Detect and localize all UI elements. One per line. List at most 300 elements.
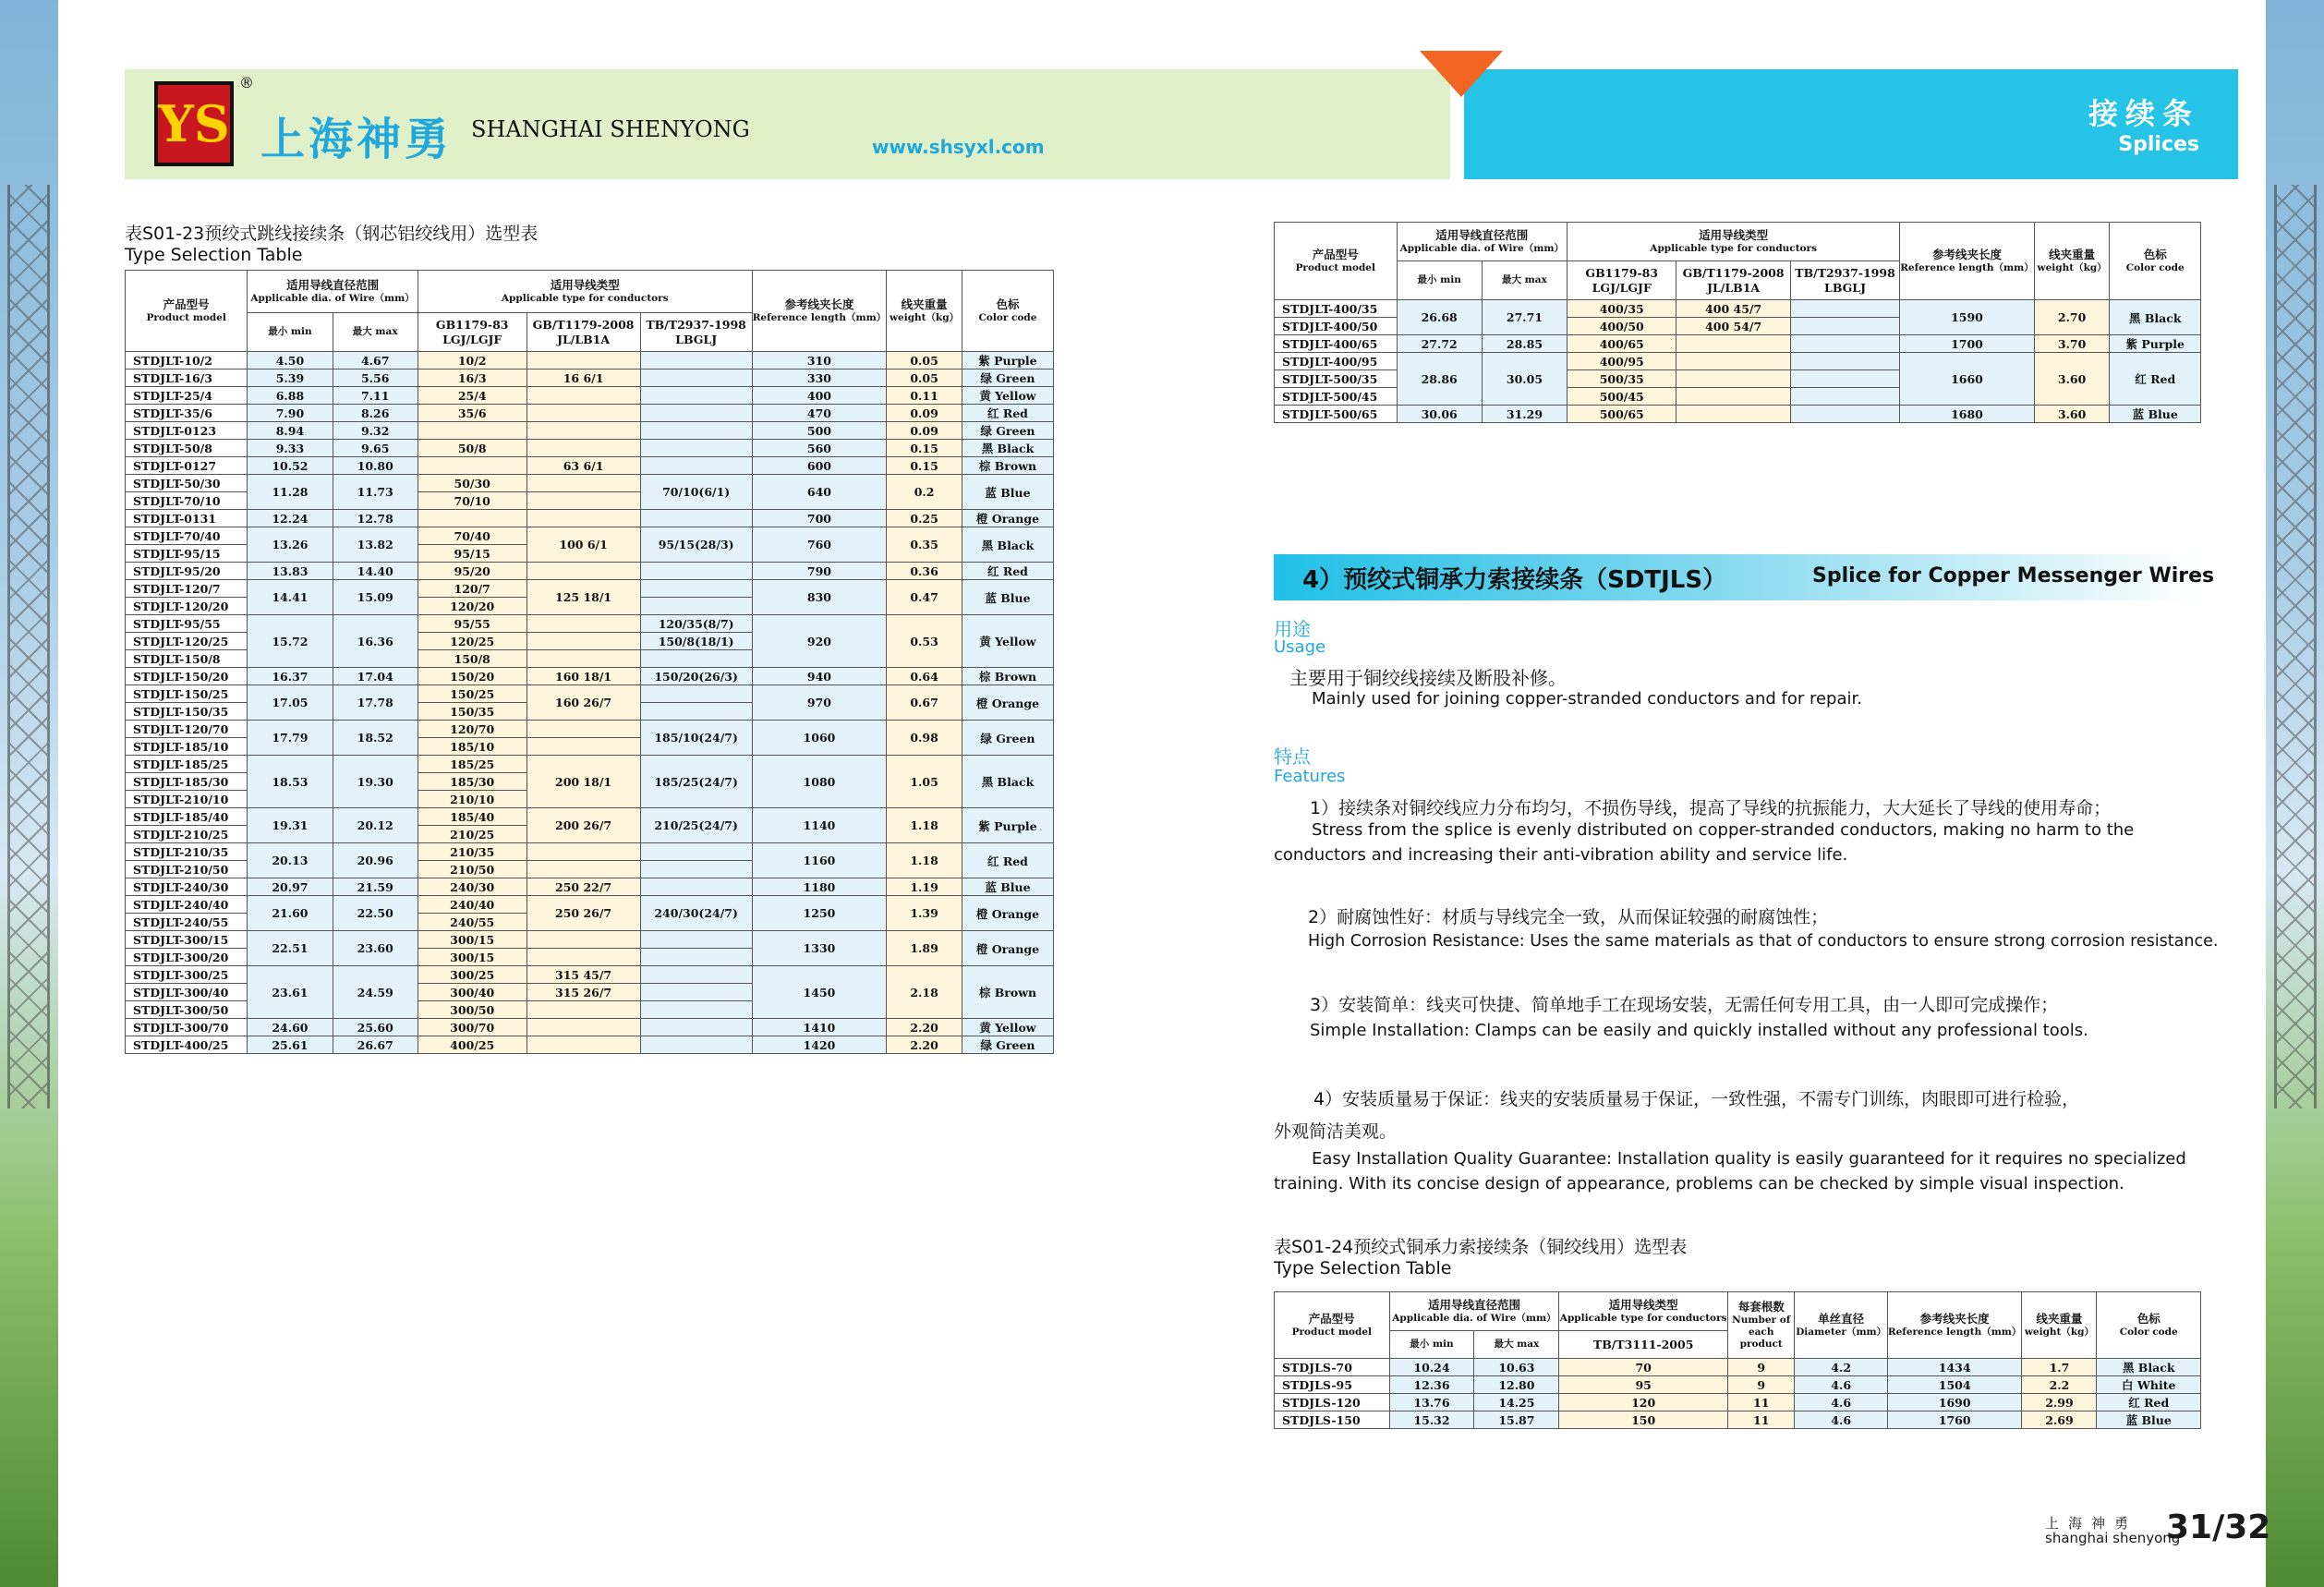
table-cell [1790, 370, 1899, 388]
table-cell [640, 949, 752, 966]
table-cell: 400 45/7 [1676, 300, 1791, 318]
table-cell: 10.24 [1389, 1359, 1474, 1376]
table-cell [640, 563, 752, 580]
table-row [126, 580, 1054, 598]
table-cell: 70 [1559, 1359, 1728, 1376]
table-cell: 蓝 Blue [962, 878, 1053, 896]
table-cell: 95/20 [418, 563, 527, 580]
table-cell: 棕 Brown [962, 668, 1053, 685]
table-cell: 0.09 [887, 405, 962, 422]
table-cell: STDJLT-120/25 [126, 633, 248, 650]
table-cell [527, 949, 640, 966]
table-cell: 970 [752, 685, 887, 721]
registered-mark: ® [239, 74, 254, 91]
table-cell: STDJLT-210/10 [126, 791, 248, 808]
table-cell [1676, 353, 1791, 370]
table-cell: 125 18/1 [527, 580, 640, 615]
table-cell: 8.26 [333, 405, 418, 422]
table-cell: STDJLT-210/25 [126, 826, 248, 843]
table-cell [527, 843, 640, 861]
table-cell: 11 [1727, 1411, 1795, 1429]
table-cell: 0.15 [887, 457, 962, 475]
table-cell [640, 1036, 752, 1054]
table-cell: 1.18 [887, 808, 962, 843]
col-std3: TB/T2937-1998 LBGLJ [640, 313, 752, 352]
table-cell: 1.19 [887, 878, 962, 896]
table-cell: 300/70 [418, 1019, 527, 1036]
table-cell [1676, 370, 1791, 388]
table-cell [640, 1019, 752, 1036]
table-cell: 1660 [1900, 353, 2035, 406]
table-cell: 2.69 [2022, 1411, 2097, 1429]
table-cell: 4.6 [1795, 1394, 1887, 1411]
table-cell: 17.05 [248, 685, 333, 721]
table-cell: 9.32 [333, 422, 418, 440]
table-cell [527, 1036, 640, 1054]
table-cell: 315 26/7 [527, 984, 640, 1001]
table-row [1275, 353, 2201, 370]
table-cell: 棕 Brown [962, 966, 1053, 1019]
table-cell: 7.11 [333, 387, 418, 405]
table-cell: STDJLT-150/20 [126, 668, 248, 685]
table-cell: 160 26/7 [527, 685, 640, 721]
table-cell: 30.05 [1482, 353, 1567, 406]
feature3-en: Simple Installation: Clamps can be easily and quickly installed without any professional tools. [1310, 1021, 2088, 1040]
table-cell: 310 [752, 352, 887, 369]
brand-logo: YS [154, 81, 234, 166]
table-cell [418, 422, 527, 440]
table-cell: 200 26/7 [527, 808, 640, 843]
table-row [126, 510, 1054, 527]
table-cell [527, 650, 640, 668]
table-cell: STDJLT-0123 [126, 422, 248, 440]
table3-caption-en: Type Selection Table [1274, 1258, 1452, 1278]
table-cell: 14.40 [333, 563, 418, 580]
table-cell [527, 633, 640, 650]
table-cell: 2.20 [887, 1036, 962, 1054]
table-cell: 500 [752, 422, 887, 440]
table-cell: 4.2 [1795, 1359, 1887, 1376]
table-cell: 400/25 [418, 1036, 527, 1054]
table-cell [640, 861, 752, 878]
table-cell: 600 [752, 457, 887, 475]
table-cell: 185/40 [418, 808, 527, 826]
table-row [1275, 1376, 2201, 1394]
table-cell: STDJLT-300/25 [126, 966, 248, 984]
table-cell: STDJLS-150 [1275, 1411, 1390, 1429]
table-cell: 12.36 [1389, 1376, 1474, 1394]
table-cell: STDJLT-185/10 [126, 738, 248, 756]
table-cell: 10.63 [1474, 1359, 1559, 1376]
table-cell [1790, 300, 1899, 318]
table-cell [1790, 353, 1899, 370]
table-cell: 4.50 [248, 352, 333, 369]
table-row [126, 405, 1054, 422]
table-cell: 紫 Purple [962, 352, 1053, 369]
table-cell [418, 510, 527, 527]
table-cell: 120/35(8/7) [640, 615, 752, 633]
table-cell: 1.89 [887, 931, 962, 966]
table-row [1275, 1394, 2201, 1411]
table-cell: 400/95 [1567, 353, 1676, 370]
table1-caption-en: Type Selection Table [125, 245, 303, 265]
table-cell: 2.99 [2022, 1394, 2097, 1411]
table-cell: 3.70 [2034, 335, 2110, 353]
table-cell: 0.15 [887, 440, 962, 457]
col-min: 最小 min [248, 313, 333, 352]
table-cell: 1.18 [887, 843, 962, 878]
table-cell: 95 [1559, 1376, 1728, 1394]
table-cell: 2.20 [887, 1019, 962, 1036]
table-cell [640, 703, 752, 721]
table-cell: 20.12 [333, 808, 418, 843]
table-cell [1790, 335, 1899, 353]
table-cell: 白 White [2097, 1376, 2201, 1394]
table-cell [640, 405, 752, 422]
table-cell: 黄 Yellow [962, 387, 1053, 405]
table-cell: STDJLT-185/40 [126, 808, 248, 826]
table-cell: STDJLT-150/8 [126, 650, 248, 668]
table-row [126, 615, 1054, 633]
table-cell: 绿 Green [962, 369, 1053, 387]
table-cell: 16.36 [333, 615, 418, 668]
table-cell [527, 352, 640, 369]
table-cell: 21.59 [333, 878, 418, 896]
table-cell: 24.59 [333, 966, 418, 1019]
table-cell: 240/55 [418, 914, 527, 931]
table-cell [527, 563, 640, 580]
table-cell: STDJLT-70/40 [126, 527, 248, 545]
table-cell [640, 598, 752, 615]
table-cell: STDJLT-185/30 [126, 773, 248, 791]
table2-body [1275, 300, 2201, 423]
table-cell: 120/20 [418, 598, 527, 615]
table-cell: 25.60 [333, 1019, 418, 1036]
table-cell: 13.76 [1389, 1394, 1474, 1411]
feature2-cn: 2）耐腐蚀性好：材质与导线完全一致，从而保证较强的耐腐蚀性； [1308, 907, 1829, 927]
feature4-en-b: training. With its concise design of appearance, problems can be checked by simple visual inspection. [1274, 1174, 2124, 1193]
table-cell: 160 18/1 [527, 668, 640, 685]
table-cell: 24.60 [248, 1019, 333, 1036]
table-cell: 蓝 Blue [2097, 1411, 2201, 1429]
brand-name-en: SHANGHAI SHENYONG [471, 116, 750, 142]
table-cell: 6.88 [248, 387, 333, 405]
table-cell: 紫 Purple [962, 808, 1053, 843]
table-row [126, 756, 1054, 773]
table-cell: 黑 Black [962, 440, 1053, 457]
table-cell: 25.61 [248, 1036, 333, 1054]
table-cell: 18.52 [333, 721, 418, 756]
table-cell: STDJLT-0131 [126, 510, 248, 527]
table-row [126, 808, 1054, 826]
table-cell: 70/10(6/1) [640, 475, 752, 510]
col-std2: GB/T1179-2008 JL/LB1A [527, 313, 640, 352]
features-heading-en: Features [1274, 767, 1346, 786]
footer-brand-cn: 上海神勇 [2045, 1515, 2138, 1532]
table-cell: 橙 Orange [962, 896, 1053, 931]
table-row [1275, 300, 2201, 318]
table-cell: STDJLT-400/95 [1275, 353, 1398, 370]
table-cell: 橙 Orange [962, 931, 1053, 966]
table-cell: 400 [752, 387, 887, 405]
page-title-cn: 接续条 [2088, 96, 2199, 131]
table-cell: 830 [752, 580, 887, 615]
table-cell [527, 721, 640, 738]
table-cell: 11 [1727, 1394, 1795, 1411]
table-cell [640, 387, 752, 405]
table-cell: 95/15(28/3) [640, 527, 752, 563]
table-cell: 12.78 [333, 510, 418, 527]
table-cell: STDJLT-240/30 [126, 878, 248, 896]
table-cell: 橙 Orange [962, 685, 1053, 721]
table-cell [527, 492, 640, 510]
table-cell [1676, 406, 1791, 423]
table-cell: 26.68 [1397, 300, 1482, 335]
table-cell: 1410 [752, 1019, 887, 1036]
table-cell: 185/25 [418, 756, 527, 773]
feature1-en-a: Stress from the splice is evenly distributed on copper-stranded conductors, making no harm to the [1312, 820, 2135, 840]
features-heading-cn: 特点 [1274, 745, 1311, 768]
table-cell: 1330 [752, 931, 887, 966]
table-cell: 0.11 [887, 387, 962, 405]
table-cell: 0.53 [887, 615, 962, 668]
table-cell: 2.70 [2034, 300, 2110, 335]
table-cell: 1434 [1887, 1359, 2022, 1376]
table-cell: 黑 Black [962, 527, 1053, 563]
table-cell [640, 650, 752, 668]
table-cell: 1680 [1900, 406, 2035, 423]
table-cell: STDJLT-210/50 [126, 861, 248, 878]
table-cell [527, 422, 640, 440]
footer-brand-en: shanghai shenyong [2045, 1530, 2181, 1546]
table-cell: 16/3 [418, 369, 527, 387]
table-cell: 0.05 [887, 369, 962, 387]
table-cell: 黄 Yellow [962, 615, 1053, 668]
table-cell: 30.06 [1397, 406, 1482, 423]
table-row [126, 440, 1054, 457]
table-cell: STDJLT-35/6 [126, 405, 248, 422]
table-cell: 120 [1559, 1394, 1728, 1411]
table-cell: 10.52 [248, 457, 333, 475]
table-cell: STDJLT-300/40 [126, 984, 248, 1001]
table-cell: STDJLS-70 [1275, 1359, 1390, 1376]
table-cell: 760 [752, 527, 887, 563]
table-cell: 500/35 [1567, 370, 1676, 388]
table-cell [1790, 388, 1899, 406]
brand-name-cn: 上海神勇 [260, 114, 454, 165]
table-cell: 3.60 [2034, 353, 2110, 406]
table-cell: 920 [752, 615, 887, 668]
table-cell: 1590 [1900, 300, 2035, 335]
table-cell: 185/25(24/7) [640, 756, 752, 808]
table-cell [640, 685, 752, 703]
table-cell: 31.29 [1482, 406, 1567, 423]
table-row [126, 931, 1054, 949]
table-cell: 240/40 [418, 896, 527, 914]
table-cell [640, 931, 752, 949]
side-photo-right [2266, 0, 2324, 1587]
table-cell: 红 Red [962, 563, 1053, 580]
table-cell: 蓝 Blue [962, 475, 1053, 510]
side-photo-left [0, 0, 58, 1587]
table-cell: 250 26/7 [527, 896, 640, 931]
table-cell: STDJLT-300/20 [126, 949, 248, 966]
table-cell: STDJLS-120 [1275, 1394, 1390, 1411]
table-cell: 0.67 [887, 685, 962, 721]
table-cell: 红 Red [2097, 1394, 2201, 1411]
table-cell [527, 475, 640, 492]
table-cell: 560 [752, 440, 887, 457]
table-cell: 27.71 [1482, 300, 1567, 335]
table-cell: 1420 [752, 1036, 887, 1054]
table-cell: 63 6/1 [527, 457, 640, 475]
table-cell: 185/30 [418, 773, 527, 791]
table-cell: STDJLT-240/55 [126, 914, 248, 931]
table-cell: STDJLT-400/50 [1275, 318, 1398, 335]
table-cell: 35/6 [418, 405, 527, 422]
table-cell: 橙 Orange [962, 510, 1053, 527]
table-cell: 19.30 [333, 756, 418, 808]
table-cell: 15.87 [1474, 1411, 1559, 1429]
table-cell: 150/35 [418, 703, 527, 721]
table-cell: STDJLT-500/35 [1275, 370, 1398, 388]
table-cell: 1690 [1887, 1394, 2022, 1411]
table-cell: 1060 [752, 721, 887, 756]
table-cell: 640 [752, 475, 887, 510]
table-cell: STDJLT-50/8 [126, 440, 248, 457]
table-cell: 12.80 [1474, 1376, 1559, 1394]
table-cell: STDJLT-500/45 [1275, 388, 1398, 406]
table-cell: 150/25 [418, 685, 527, 703]
feature4-cn-a: 4）安装质量易于保证：线夹的安装质量易于保证，一致性强，不需专门训练，肉眼即可进行检验， [1313, 1089, 2080, 1109]
table-cell [640, 878, 752, 896]
table-cell: 27.72 [1397, 335, 1482, 353]
table-cell: 紫 Purple [2110, 335, 2201, 353]
table-cell: 13.82 [333, 527, 418, 563]
table-cell: 400 54/7 [1676, 318, 1791, 335]
table-cell: 20.97 [248, 878, 333, 896]
table-cell: 12.24 [248, 510, 333, 527]
col-std1: GB1179-83 LGJ/LGJF [418, 313, 527, 352]
table-cell: STDJLS-95 [1275, 1376, 1390, 1394]
table-cell: 150 [1559, 1411, 1728, 1429]
table-cell: STDJLT-400/65 [1275, 335, 1398, 353]
table-cell: 黑 Black [962, 756, 1053, 808]
table-cell: 8.94 [248, 422, 333, 440]
selection-table-1 [125, 270, 1054, 1054]
table-cell: 28.86 [1397, 353, 1482, 406]
table-cell: 1250 [752, 896, 887, 931]
table-cell: STDJLT-120/70 [126, 721, 248, 738]
table3-body [1275, 1359, 2201, 1429]
table-cell: 黑 Black [2110, 300, 2201, 335]
table-cell: STDJLT-95/20 [126, 563, 248, 580]
table-cell: 17.78 [333, 685, 418, 721]
table-cell: 红 Red [962, 405, 1053, 422]
table-cell: 150/8(18/1) [640, 633, 752, 650]
table-cell: 100 6/1 [527, 527, 640, 563]
table3-caption-cn: 表S01-24预绞式铜承力索接续条（铜绞线用）选型表 [1274, 1237, 1688, 1257]
table-cell: STDJLT-240/40 [126, 896, 248, 914]
table-cell: STDJLT-300/70 [126, 1019, 248, 1036]
table-cell: 16.37 [248, 668, 333, 685]
table-cell: 470 [752, 405, 887, 422]
table-cell: 0.05 [887, 352, 962, 369]
page-title-en: Splices [2118, 133, 2199, 156]
table-cell: 26.67 [333, 1036, 418, 1054]
table-cell [640, 966, 752, 984]
table-cell: 11.28 [248, 475, 333, 510]
table-cell: 9 [1727, 1359, 1795, 1376]
col-model: 产品型号 Product model [126, 271, 248, 352]
col-weight: 线夹重量 weight（kg） [887, 271, 962, 352]
table-cell: 9.65 [333, 440, 418, 457]
table-cell [527, 510, 640, 527]
table-cell: 1180 [752, 878, 887, 896]
table-row [126, 1019, 1054, 1036]
table-cell: STDJLT-400/35 [1275, 300, 1398, 318]
table-cell: 3.60 [2034, 406, 2110, 423]
table-cell [640, 369, 752, 387]
table-cell [1790, 318, 1899, 335]
table-cell: 0.36 [887, 563, 962, 580]
table-cell: 210/25 [418, 826, 527, 843]
table-cell: STDJLT-0127 [126, 457, 248, 475]
table-row [126, 668, 1054, 685]
table-row [126, 422, 1054, 440]
table-cell: 0.47 [887, 580, 962, 615]
table-cell: 95/15 [418, 545, 527, 563]
feature3-cn: 3）安装简单：线夹可快捷、简单地手工在现场安装，无需任何专用工具，由一人即可完成操作； [1310, 995, 2059, 1015]
table-row [1275, 1359, 2201, 1376]
table-cell: 黄 Yellow [962, 1019, 1053, 1036]
table-cell: 185/10 [418, 738, 527, 756]
table-cell: 0.64 [887, 668, 962, 685]
table-cell: 22.51 [248, 931, 333, 966]
table-cell: 21.60 [248, 896, 333, 931]
table-cell: STDJLT-50/30 [126, 475, 248, 492]
table-row [126, 843, 1054, 861]
table-cell: 0.25 [887, 510, 962, 527]
table-cell: 210/35 [418, 843, 527, 861]
table-cell: 绿 Green [962, 721, 1053, 756]
table-cell: STDJLT-210/35 [126, 843, 248, 861]
table-row [126, 457, 1054, 475]
table-cell: 13.83 [248, 563, 333, 580]
table-cell: 120/7 [418, 580, 527, 598]
table-cell [527, 931, 640, 949]
table-cell: 7.90 [248, 405, 333, 422]
table-cell: 11.73 [333, 475, 418, 510]
table-cell: STDJLT-500/65 [1275, 406, 1398, 423]
table-row [1275, 406, 2201, 423]
header-notch [1420, 51, 1503, 97]
table-cell [640, 352, 752, 369]
website-url: www.shsyxl.com [872, 136, 1045, 158]
table-cell [640, 1001, 752, 1019]
table-row [126, 475, 1054, 492]
table-cell: 5.39 [248, 369, 333, 387]
table-cell: 绿 Green [962, 1036, 1053, 1054]
table-cell: 5.56 [333, 369, 418, 387]
table-cell: 9 [1727, 1376, 1795, 1394]
col-dia: 适用导线直径范围 Applicable dia. of Wire（mm） [248, 271, 418, 313]
table-cell: 300/15 [418, 931, 527, 949]
table-row [126, 563, 1054, 580]
table-cell: 70/10 [418, 492, 527, 510]
table-cell: 1080 [752, 756, 887, 808]
table-row [1275, 335, 2201, 353]
